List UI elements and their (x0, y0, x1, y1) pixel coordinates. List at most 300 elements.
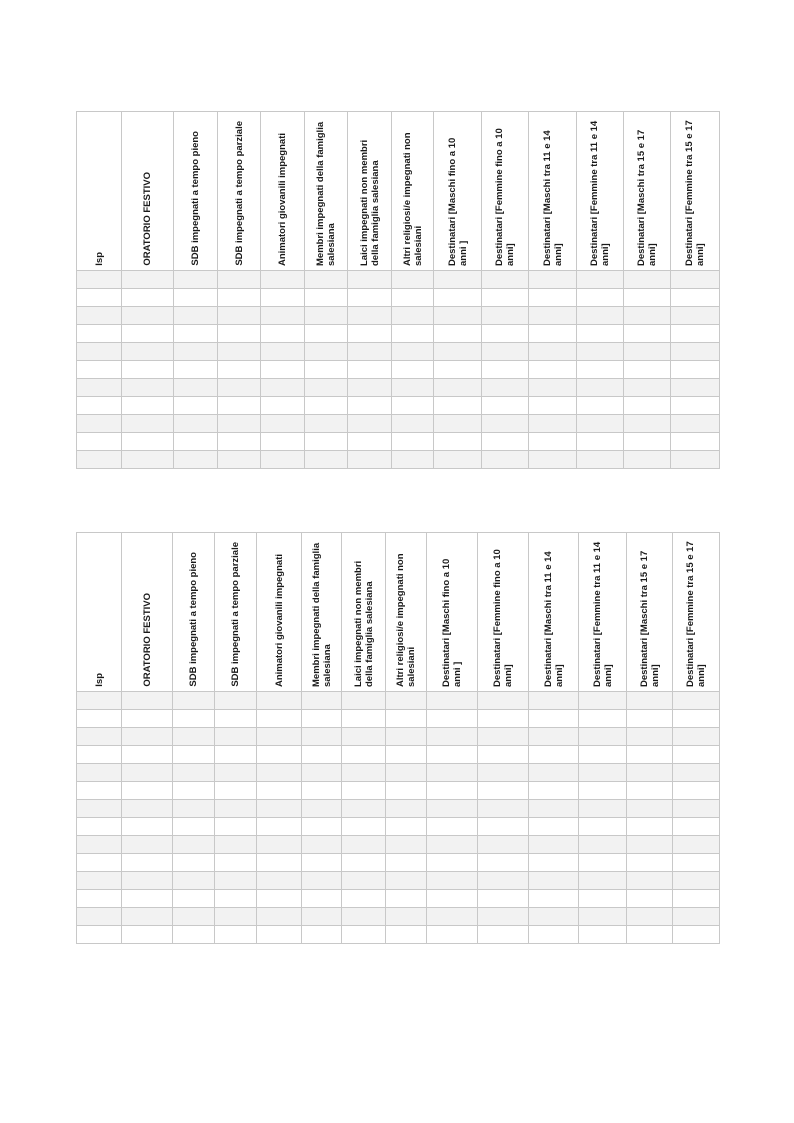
table-cell (529, 746, 579, 764)
table-row (77, 451, 720, 469)
table-cell (577, 415, 624, 433)
table-row (77, 433, 720, 451)
table-cell (173, 692, 215, 710)
table-cell (427, 908, 478, 926)
column-header (122, 533, 173, 692)
table-cell (386, 692, 427, 710)
table-cell (624, 271, 671, 289)
table-cell (77, 746, 122, 764)
table-cell (122, 307, 174, 325)
table-cell (577, 379, 624, 397)
column-header-label: Membri impegnati della famiglia salesiana (315, 121, 337, 266)
table-cell (673, 692, 720, 710)
table-cell (218, 361, 261, 379)
table-cell (122, 361, 174, 379)
table-cell (624, 289, 671, 307)
column-header-label: Altri religiosi/e impegnati non salesiani (401, 132, 424, 266)
table-cell (627, 908, 673, 926)
table-cell (173, 710, 215, 728)
table-cell (577, 325, 624, 343)
table-cell (386, 728, 427, 746)
table-cell (122, 271, 174, 289)
table-cell (427, 782, 478, 800)
table-cell (77, 926, 122, 944)
table-cell (386, 764, 427, 782)
table-cell (529, 397, 577, 415)
table-cell (529, 710, 579, 728)
column-header-label: Destinatari [Maschi fino a 10 anni ] (441, 558, 463, 687)
table-cell (302, 836, 342, 854)
table-cell (427, 872, 478, 890)
table-row (77, 379, 720, 397)
table-cell (173, 926, 215, 944)
column-header-label: Membri impegnati della famiglia salesiana (310, 542, 333, 687)
table-cell (671, 271, 720, 289)
table-cell (673, 746, 720, 764)
table-cell (482, 325, 529, 343)
table-row (77, 397, 720, 415)
column-header-label: Destinatari [Femmine tra 11 e 14 anni] (589, 120, 611, 266)
table-cell (673, 800, 720, 818)
column-header (627, 533, 673, 692)
table-cell (257, 854, 302, 872)
table-cell (122, 433, 174, 451)
table-cell (478, 710, 529, 728)
table-cell (261, 415, 305, 433)
table-cell (77, 710, 122, 728)
table-cell (386, 908, 427, 926)
table-cell (577, 343, 624, 361)
table-cell (122, 854, 173, 872)
table-cell (218, 451, 261, 469)
table-cell (386, 890, 427, 908)
table-cell (302, 854, 342, 872)
column-header (529, 533, 579, 692)
table-cell (77, 890, 122, 908)
column-header-label: Animatori giovanili impegnati (273, 553, 285, 687)
table-cell (261, 451, 305, 469)
column-header-label: Animatori giovanili impegnati (277, 132, 288, 266)
table-cell (348, 361, 392, 379)
table-cell (305, 343, 348, 361)
table-cell (122, 926, 173, 944)
table-cell (77, 818, 122, 836)
table-cell (342, 908, 386, 926)
table-cell (671, 289, 720, 307)
table-cell (434, 271, 482, 289)
table-cell (529, 800, 579, 818)
column-header-label: Destinatari [Maschi tra 11 e 14 anni] (542, 551, 565, 687)
table-cell (434, 343, 482, 361)
table-cell (482, 379, 529, 397)
table-cell (348, 451, 392, 469)
table-cell (392, 325, 434, 343)
table-cell (77, 361, 122, 379)
table-cell (427, 800, 478, 818)
table-cell (342, 746, 386, 764)
table-cell (627, 836, 673, 854)
table-cell (342, 728, 386, 746)
table-cell (305, 415, 348, 433)
table-cell (342, 692, 386, 710)
table-cell (348, 289, 392, 307)
column-header (302, 533, 342, 692)
table-cell (257, 728, 302, 746)
table-cell (529, 908, 579, 926)
table-row (77, 872, 720, 890)
table-cell (478, 854, 529, 872)
table-cell (122, 818, 173, 836)
table-cell (257, 692, 302, 710)
table-cell (386, 710, 427, 728)
table-cell (257, 764, 302, 782)
table-cell (529, 836, 579, 854)
table-row (77, 307, 720, 325)
table-cell (218, 379, 261, 397)
column-header (392, 112, 434, 271)
table-cell (427, 764, 478, 782)
table-cell (529, 307, 577, 325)
table-cell (673, 782, 720, 800)
table-cell (174, 397, 218, 415)
table-cell (627, 692, 673, 710)
table-row (77, 692, 720, 710)
table-cell (215, 800, 257, 818)
table-cell (305, 379, 348, 397)
table-cell (122, 325, 174, 343)
table-cell (673, 926, 720, 944)
header-row (77, 112, 720, 271)
table-cell (529, 818, 579, 836)
table-cell (174, 307, 218, 325)
table-cell (529, 289, 577, 307)
table-cell (579, 836, 627, 854)
table-cell (671, 397, 720, 415)
table-cell (305, 289, 348, 307)
table-cell (215, 710, 257, 728)
table-cell (122, 415, 174, 433)
table-cell (348, 343, 392, 361)
table-cell (529, 433, 577, 451)
table-cell (482, 271, 529, 289)
column-header (624, 112, 671, 271)
table-row (77, 325, 720, 343)
table-cell (529, 764, 579, 782)
column-header-label: SDB impegnati a tempo parziale (230, 542, 241, 687)
table-cell (215, 782, 257, 800)
table-cell (529, 782, 579, 800)
table-cell (673, 854, 720, 872)
table-row (77, 343, 720, 361)
table-row (77, 818, 720, 836)
table-cell (77, 397, 122, 415)
table-cell (579, 872, 627, 890)
table-cell (173, 890, 215, 908)
table-cell (257, 746, 302, 764)
table-cell (215, 908, 257, 926)
table-cell (482, 343, 529, 361)
table-row (77, 710, 720, 728)
table-cell (257, 800, 302, 818)
table-cell (624, 379, 671, 397)
table-cell (342, 782, 386, 800)
table-cell (342, 710, 386, 728)
table-cell (257, 710, 302, 728)
column-header-label: Destinatari [Femmine tra 15 e 17 anni] (684, 120, 706, 266)
table-cell (427, 692, 478, 710)
table-cell (529, 728, 579, 746)
table-cell (673, 764, 720, 782)
table-cell (434, 361, 482, 379)
table-cell (579, 890, 627, 908)
table-cell (305, 307, 348, 325)
table-cell (302, 692, 342, 710)
table-row (77, 782, 720, 800)
table-cell (478, 908, 529, 926)
table-cell (624, 451, 671, 469)
table-cell (174, 451, 218, 469)
table-cell (342, 926, 386, 944)
table-cell (173, 764, 215, 782)
table-row (77, 728, 720, 746)
table-cell (624, 361, 671, 379)
table-cell (579, 782, 627, 800)
table-cell (673, 836, 720, 854)
table-cell (434, 397, 482, 415)
table-cell (579, 818, 627, 836)
table-cell (257, 872, 302, 890)
table-cell (386, 872, 427, 890)
table-row (77, 890, 720, 908)
table-cell (482, 451, 529, 469)
table-cell (386, 854, 427, 872)
table-cell (673, 818, 720, 836)
table-row (77, 836, 720, 854)
table-cell (174, 415, 218, 433)
table-cell (77, 728, 122, 746)
table-cell (392, 361, 434, 379)
table-cell (77, 289, 122, 307)
table-cell (386, 746, 427, 764)
table-cell (302, 782, 342, 800)
table-cell (529, 854, 579, 872)
table-cell (673, 908, 720, 926)
column-header-label: Destinatari [Maschi tra 15 e 17 anni] (636, 129, 658, 266)
table-cell (302, 926, 342, 944)
table-cell (215, 926, 257, 944)
table-cell (77, 325, 122, 343)
table-cell (386, 782, 427, 800)
table-cell (215, 692, 257, 710)
column-header (673, 533, 720, 692)
column-header (482, 112, 529, 271)
table-cell (215, 728, 257, 746)
table-cell (174, 271, 218, 289)
table-row (77, 764, 720, 782)
table-cell (427, 854, 478, 872)
table-cell (261, 397, 305, 415)
table-cell (261, 433, 305, 451)
table-cell (348, 379, 392, 397)
table-cell (261, 289, 305, 307)
table-cell (529, 379, 577, 397)
table-cell (122, 800, 173, 818)
table-cell (482, 289, 529, 307)
table-cell (305, 325, 348, 343)
column-header-label: Destinatari [Maschi fino a 10 anni ] (446, 137, 469, 266)
table-cell (77, 379, 122, 397)
table-cell (482, 307, 529, 325)
table-cell (215, 872, 257, 890)
column-header-label: Laici impegnati non membri della famiglia salesiana (358, 139, 381, 266)
column-header-label: ORATORIO FESTIVO (142, 172, 153, 266)
table-cell (482, 415, 529, 433)
table-cell (386, 800, 427, 818)
table-cell (342, 818, 386, 836)
table-cell (627, 782, 673, 800)
table-cell (342, 764, 386, 782)
table-cell (671, 325, 720, 343)
table-cell (529, 451, 577, 469)
table-cell (173, 782, 215, 800)
column-header (386, 533, 427, 692)
table-row (77, 800, 720, 818)
table-cell (434, 379, 482, 397)
table-cell (529, 415, 577, 433)
table-cell (77, 451, 122, 469)
table-cell (671, 451, 720, 469)
table-cell (305, 433, 348, 451)
table-cell (77, 415, 122, 433)
table-cell (261, 307, 305, 325)
table-cell (342, 890, 386, 908)
table-cell (122, 908, 173, 926)
column-header-label: Destinatari [Femmine tra 11 e 14 anni] (591, 541, 614, 687)
table-cell (434, 415, 482, 433)
data-table-1 (76, 111, 720, 469)
table-cell (122, 764, 173, 782)
table-cell (77, 872, 122, 890)
column-header (305, 112, 348, 271)
table-cell (77, 307, 122, 325)
column-header (427, 533, 478, 692)
table-cell (215, 818, 257, 836)
column-header (122, 112, 174, 271)
table-cell (434, 289, 482, 307)
table-cell (482, 361, 529, 379)
table-cell (261, 343, 305, 361)
table-cell (77, 836, 122, 854)
table-cell (392, 397, 434, 415)
table-cell (261, 379, 305, 397)
table-cell (627, 926, 673, 944)
table-cell (529, 271, 577, 289)
table-cell (579, 728, 627, 746)
table-cell (257, 926, 302, 944)
table-cell (257, 782, 302, 800)
table-cell (257, 890, 302, 908)
table-cell (673, 890, 720, 908)
table-cell (579, 764, 627, 782)
table-cell (302, 800, 342, 818)
table-cell (218, 325, 261, 343)
table-cell (579, 746, 627, 764)
table-cell (478, 890, 529, 908)
table-row (77, 926, 720, 944)
table-cell (624, 343, 671, 361)
table-cell (348, 307, 392, 325)
column-header (174, 112, 218, 271)
table-cell (122, 836, 173, 854)
table-cell (77, 271, 122, 289)
table-cell (218, 415, 261, 433)
table-cell (434, 433, 482, 451)
table-cell (579, 926, 627, 944)
table-cell (427, 836, 478, 854)
data-table-2 (76, 532, 720, 944)
table-cell (671, 415, 720, 433)
table-cell (392, 307, 434, 325)
table-cell (627, 728, 673, 746)
table-cell (122, 451, 174, 469)
table-cell (627, 764, 673, 782)
table-cell (305, 361, 348, 379)
table-cell (478, 836, 529, 854)
table-cell (482, 397, 529, 415)
table-cell (173, 872, 215, 890)
table-cell (427, 818, 478, 836)
table-cell (671, 379, 720, 397)
table-cell (427, 746, 478, 764)
table-cell (624, 325, 671, 343)
table-cell (348, 415, 392, 433)
column-header (577, 112, 624, 271)
table-cell (122, 710, 173, 728)
column-header (529, 112, 577, 271)
table-cell (627, 746, 673, 764)
table-row (77, 415, 720, 433)
table-cell (627, 818, 673, 836)
table-cell (478, 746, 529, 764)
table-cell (627, 854, 673, 872)
table-cell (173, 836, 215, 854)
column-header (173, 533, 215, 692)
table-cell (302, 710, 342, 728)
table-cell (122, 692, 173, 710)
table-cell (174, 379, 218, 397)
table-cell (261, 361, 305, 379)
table-cell (627, 800, 673, 818)
table-row (77, 289, 720, 307)
table-cell (427, 890, 478, 908)
table-cell (392, 415, 434, 433)
table-cell (392, 343, 434, 361)
table-row (77, 854, 720, 872)
table-cell (302, 728, 342, 746)
table-cell (174, 325, 218, 343)
table-cell (173, 854, 215, 872)
table-cell (77, 800, 122, 818)
table-cell (671, 343, 720, 361)
table-cell (218, 433, 261, 451)
table-cell (627, 710, 673, 728)
table-cell (348, 325, 392, 343)
table-cell (342, 872, 386, 890)
column-header-label: Destinatari [Femmine tra 15 e 17 anni] (685, 541, 707, 687)
table-cell (261, 325, 305, 343)
table-cell (427, 926, 478, 944)
table-cell (624, 415, 671, 433)
